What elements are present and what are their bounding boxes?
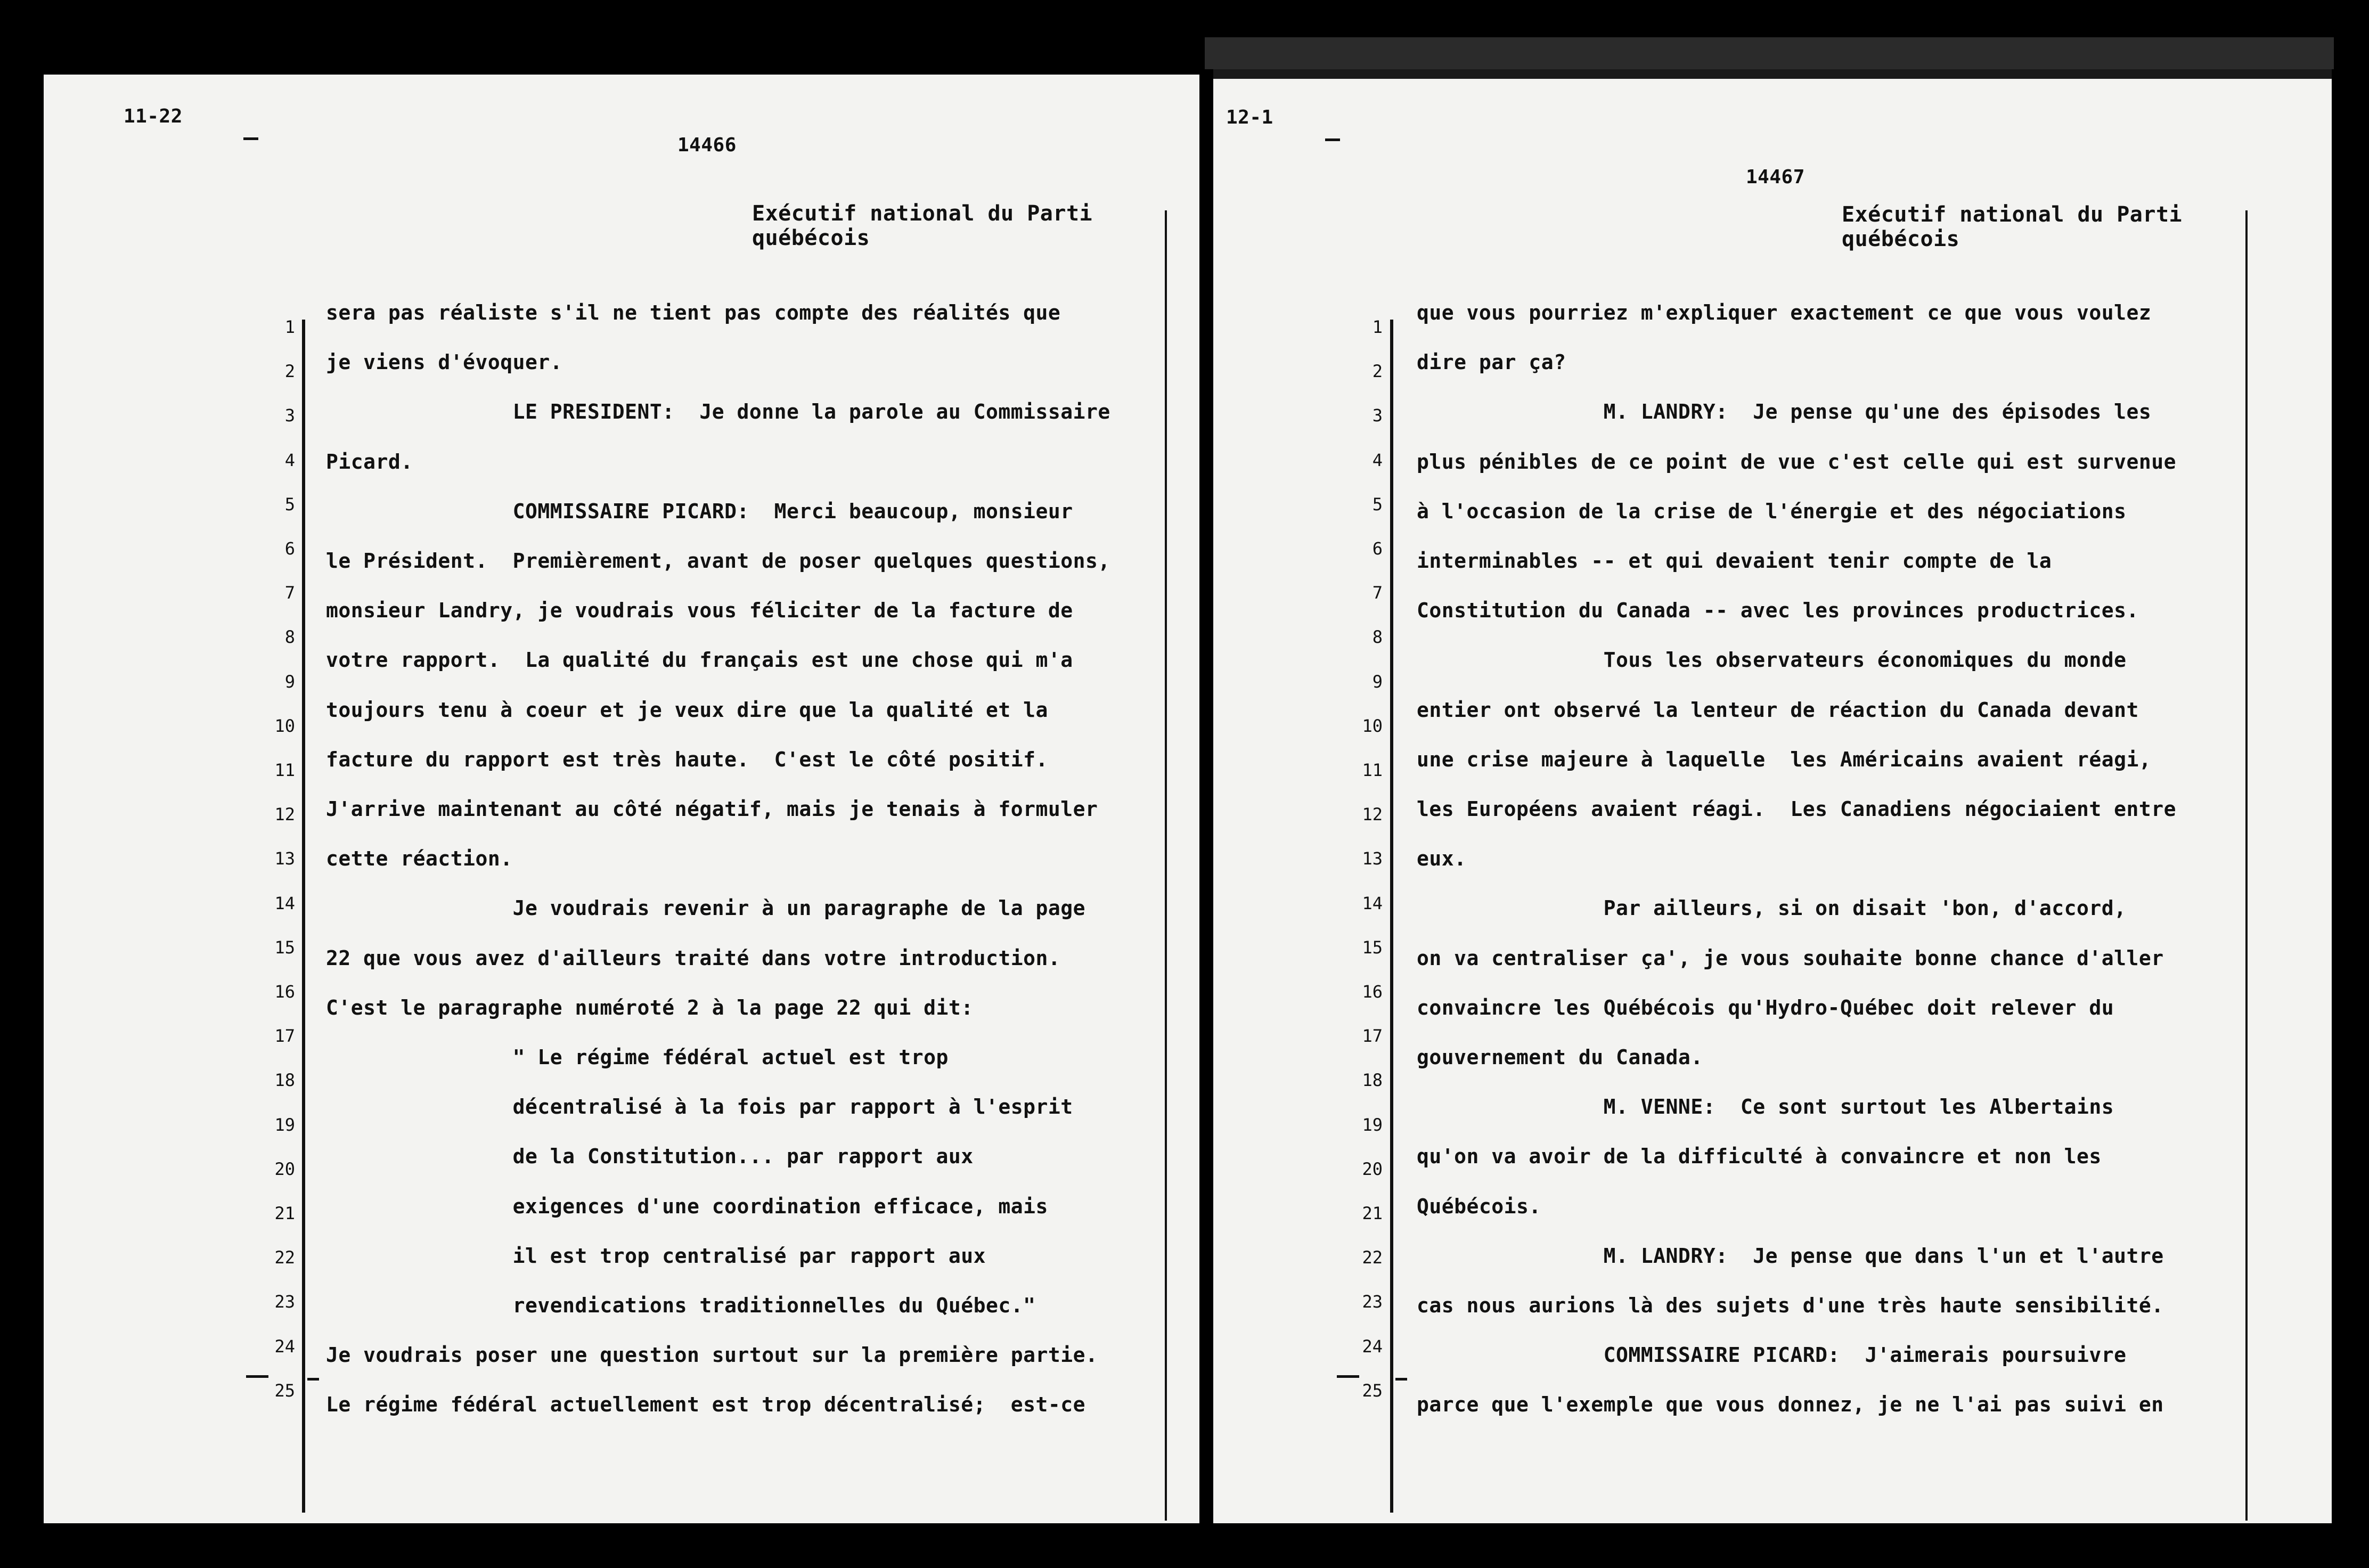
margin-mark	[1325, 138, 1340, 141]
line-number: 6	[1372, 538, 1383, 559]
line-number: 6	[284, 538, 295, 559]
line-number: 16	[274, 982, 295, 1002]
transcript-line: 22 que vous avez d'ailleurs traité dans votre introduction.	[326, 946, 1061, 970]
transcript-line: Le régime fédéral actuellement est trop décentralisé; est-ce	[326, 1393, 1086, 1417]
line-number: 25	[274, 1380, 295, 1401]
transcript-line: on va centraliser ça', je vous souhaite bonne chance d'aller	[1417, 946, 2164, 970]
transcript-line: COMMISSAIRE PICARD: J'aimerais poursuivre	[1417, 1343, 2127, 1367]
line-number: 9	[1372, 671, 1383, 692]
transcript-line: facture du rapport est très haute. C'est le côté positif.	[326, 747, 1048, 771]
line-number: 21	[274, 1203, 295, 1223]
line-number: 12	[1362, 804, 1383, 825]
line-number: 7	[1372, 583, 1383, 603]
line-number: 18	[1362, 1070, 1383, 1091]
transcript-line: C'est le paragraphe numéroté 2 à la page 22 qui dit:	[326, 995, 974, 1019]
line-number: 10	[1362, 715, 1383, 736]
line-number: 21	[1362, 1203, 1383, 1223]
line-number: 13	[274, 848, 295, 869]
transcript-line: " Le régime fédéral actuel est trop	[326, 1046, 949, 1069]
transcript-line: que vous pourriez m'expliquer exactement ce que vous voulez	[1417, 301, 2152, 324]
page-number: 14466	[677, 134, 737, 156]
transcript-line: une crise majeure à laquelle les Américains avaient réagi,	[1417, 747, 2152, 771]
line-number: 20	[1362, 1158, 1383, 1179]
transcript-line: Je voudrais revenir à un paragraphe de la page	[326, 896, 1086, 920]
transcript-line: cette réaction.	[326, 847, 513, 871]
transcript-line: décentralisé à la fois par rapport à l'esprit	[326, 1095, 1073, 1119]
header-subtitle: québécois	[1842, 227, 1960, 251]
transcript-line: toujours tenu à coeur et je veux dire que la qualité et la	[326, 698, 1048, 722]
page-code: 11-22	[124, 105, 183, 127]
page-number: 14467	[1746, 166, 1805, 188]
transcript-line: plus pénibles de ce point de vue c'est celle qui est survenue	[1417, 450, 2177, 473]
line-25-tick	[307, 1378, 319, 1381]
transcript-line: Picard.	[326, 450, 413, 473]
line-number: 3	[1372, 405, 1383, 426]
transcript-line: M. VENNE: Ce sont surtout les Albertains	[1417, 1095, 2114, 1119]
line-number: 3	[284, 405, 295, 426]
transcript-line: M. LANDRY: Je pense qu'une des épisodes les	[1417, 400, 2152, 424]
line-number: 15	[274, 937, 295, 958]
line-number: 11	[274, 760, 295, 780]
transcript-line: entier ont observé la lenteur de réaction du Canada devant	[1417, 698, 2139, 722]
page-code: 12-1	[1226, 107, 1273, 128]
transcript-line: convaincre les Québécois qu'Hydro-Québec doit relever du	[1417, 995, 2114, 1019]
line-number: 17	[1362, 1026, 1383, 1047]
line-number: 4	[284, 450, 295, 470]
transcript-line: exigences d'une coordination efficace, mais	[326, 1194, 1048, 1218]
line-number: 13	[1362, 848, 1383, 869]
line-number: 24	[1362, 1336, 1383, 1357]
line-number: 9	[284, 671, 295, 692]
line-number: 18	[274, 1070, 295, 1091]
left-margin-rule	[1390, 320, 1393, 1513]
scan-edge-shadow	[1205, 37, 2334, 69]
line-number: 24	[274, 1336, 295, 1357]
transcript-line: LE PRESIDENT: Je donne la parole au Commissaire	[326, 400, 1110, 424]
line-number: 19	[274, 1114, 295, 1135]
transcript-page-right	[1213, 69, 2332, 1523]
transcript-line: cas nous aurions là des sujets d'une très haute sensibilité.	[1417, 1294, 2164, 1317]
line-number: 19	[1362, 1114, 1383, 1135]
line-number: 12	[274, 804, 295, 825]
line-number: 5	[1372, 494, 1383, 514]
line-number: 2	[284, 361, 295, 382]
transcript-line: monsieur Landry, je voudrais vous féliciter de la facture de	[326, 599, 1073, 623]
left-margin-rule	[302, 320, 305, 1513]
transcript-line: parce que l'exemple que vous donnez, je ne l'ai pas suivi en	[1417, 1393, 2164, 1417]
line-number: 22	[274, 1247, 295, 1268]
line-number: 14	[274, 893, 295, 913]
line-number: 7	[284, 583, 295, 603]
transcript-line: de la Constitution... par rapport aux	[326, 1145, 974, 1169]
line-number: 16	[1362, 982, 1383, 1002]
transcript-line: les Européens avaient réagi. Les Canadiens négociaient entre	[1417, 797, 2177, 821]
transcript-line: Tous les observateurs économiques du monde	[1417, 648, 2127, 672]
transcript-line: eux.	[1417, 847, 1467, 871]
line-number: 23	[274, 1292, 295, 1312]
transcript-line: revendications traditionnelles du Québec."	[326, 1294, 1036, 1317]
transcript-line: à l'occasion de la crise de l'énergie et des négociations	[1417, 499, 2127, 523]
line-number: 5	[284, 494, 295, 514]
transcript-line: J'arrive maintenant au côté négatif, mais je tenais à formuler	[326, 797, 1098, 821]
line-25-tick	[1395, 1378, 1407, 1381]
line-number: 8	[284, 627, 295, 648]
line-number: 10	[274, 715, 295, 736]
transcript-line: Par ailleurs, si on disait 'bon, d'accord,	[1417, 896, 2127, 920]
line-number: 8	[1372, 627, 1383, 648]
line-number: 20	[274, 1158, 295, 1179]
transcript-line: je viens d'évoquer.	[326, 350, 563, 374]
header-title: Exécutif national du Parti	[752, 201, 1093, 226]
transcript-line: dire par ça?	[1417, 350, 1566, 374]
margin-mark	[243, 137, 258, 140]
right-margin-rule	[1165, 210, 1167, 1521]
line-number: 14	[1362, 893, 1383, 913]
transcript-line: Québécois.	[1417, 1194, 1541, 1218]
transcript-page-left	[44, 75, 1199, 1523]
line-number: 25	[1362, 1380, 1383, 1401]
line-number: 2	[1372, 361, 1383, 382]
line-number: 1	[284, 317, 295, 337]
transcript-line: Constitution du Canada -- avec les provinces productrices.	[1417, 599, 2139, 623]
transcript-line: sera pas réaliste s'il ne tient pas compte des réalités que	[326, 301, 1061, 324]
line-number: 17	[274, 1026, 295, 1047]
transcript-line: qu'on va avoir de la difficulté à convaincre et non les	[1417, 1145, 2102, 1169]
transcript-line: Je voudrais poser une question surtout sur la première partie.	[326, 1343, 1098, 1367]
transcript-line: interminables -- et qui devaient tenir compte de la	[1417, 549, 2052, 573]
line-number: 4	[1372, 450, 1383, 470]
transcript-line: votre rapport. La qualité du français est une chose qui m'a	[326, 648, 1073, 672]
header-title: Exécutif national du Parti	[1842, 202, 2183, 227]
line-25-mark	[246, 1375, 268, 1378]
line-number: 22	[1362, 1247, 1383, 1268]
transcript-line: COMMISSAIRE PICARD: Merci beaucoup, monsieur	[326, 499, 1073, 523]
line-number: 11	[1362, 760, 1383, 780]
line-number: 15	[1362, 937, 1383, 958]
line-25-mark	[1337, 1375, 1359, 1378]
transcript-line: il est trop centralisé par rapport aux	[326, 1244, 986, 1268]
transcript-line: le Président. Premièrement, avant de poser quelques questions,	[326, 549, 1110, 573]
right-margin-rule	[2245, 210, 2248, 1521]
transcript-line: M. LANDRY: Je pense que dans l'un et l'autre	[1417, 1244, 2164, 1268]
line-number: 23	[1362, 1292, 1383, 1312]
transcript-line: gouvernement du Canada.	[1417, 1046, 1703, 1069]
line-number: 1	[1372, 317, 1383, 337]
header-subtitle: québécois	[752, 226, 870, 250]
